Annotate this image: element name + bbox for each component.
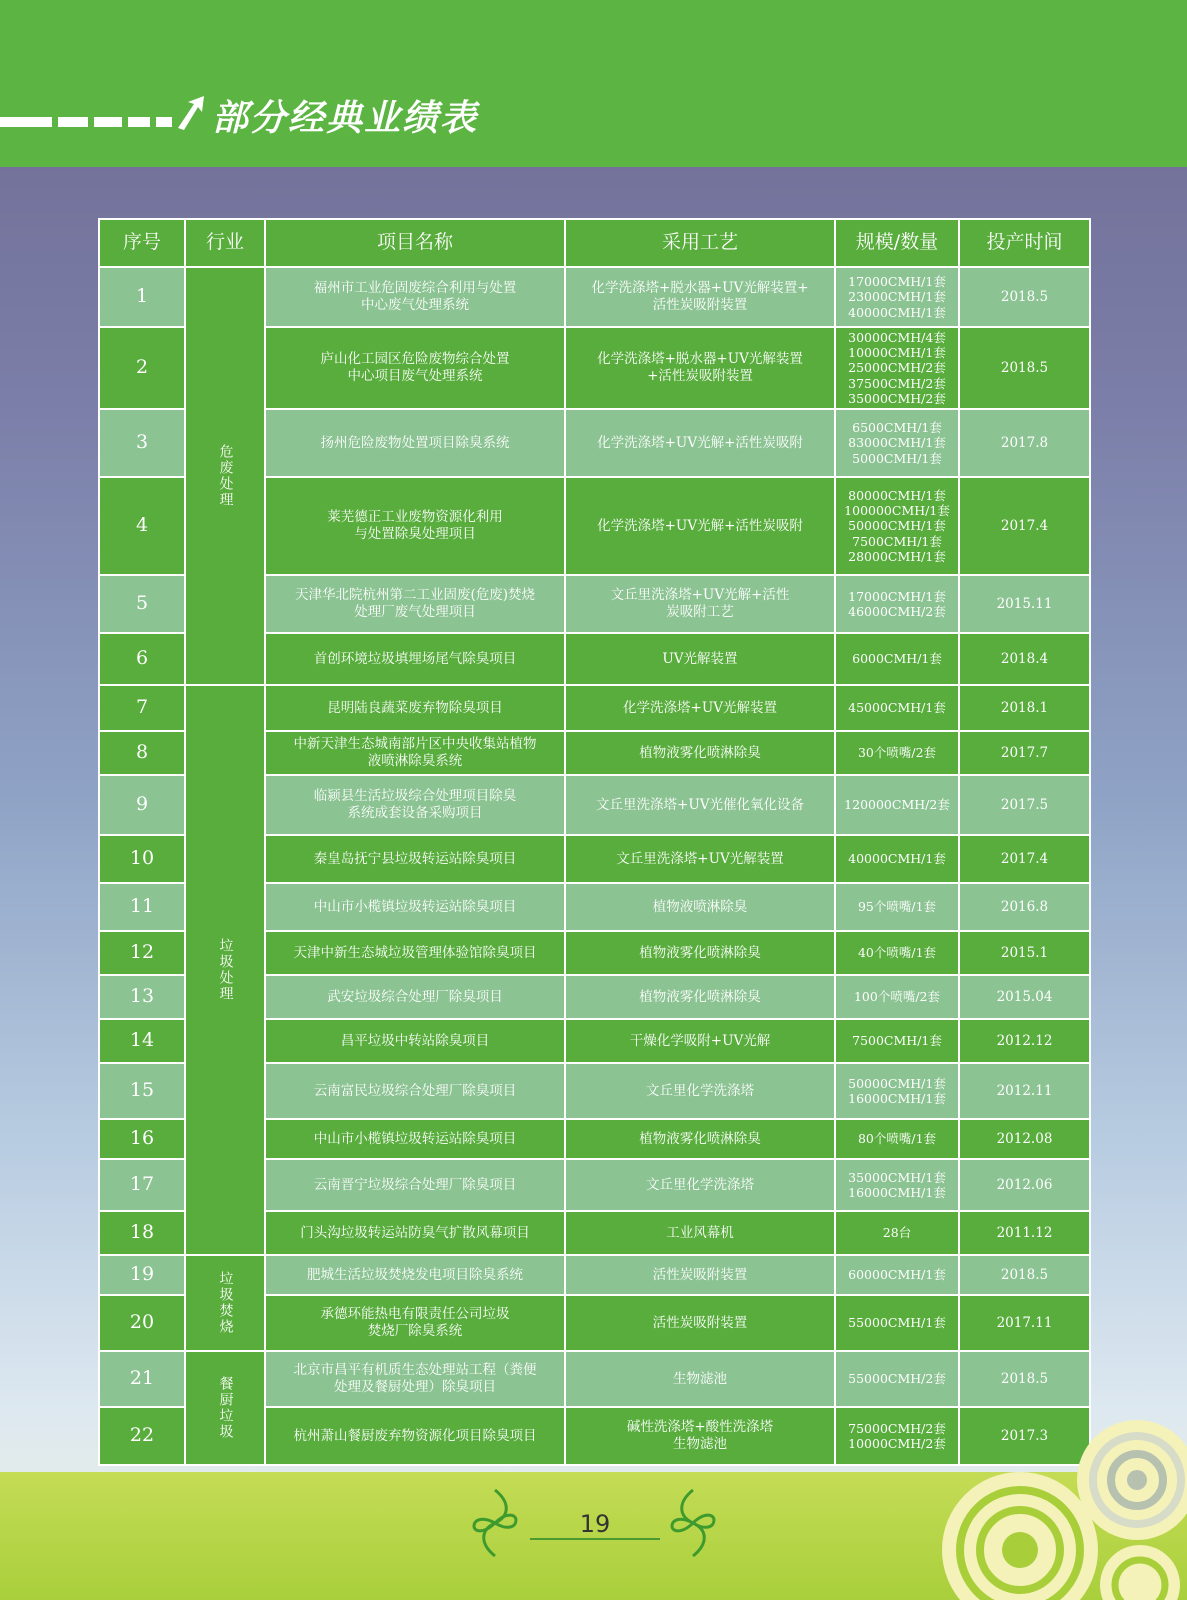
project-name: 门头沟垃圾转运站防臭气扩散风幕项目	[265, 1211, 565, 1255]
start-date: 2015.11	[959, 575, 1090, 633]
ornament-left-icon	[470, 1488, 520, 1558]
project-name: 承德环能热电有限责任公司垃圾 焚烧厂除臭系统	[265, 1295, 565, 1351]
page-title: 部分经典业绩表	[212, 98, 479, 139]
scale-quantity: 100个喷嘴/2套	[835, 975, 959, 1019]
start-date: 2017.3	[959, 1407, 1090, 1465]
row-number: 2	[99, 327, 185, 409]
column-header: 行业	[185, 219, 265, 267]
start-date: 2015.1	[959, 931, 1090, 975]
project-name: 临颍县生活垃圾综合处理项目除臭 系统成套设备采购项目	[265, 775, 565, 835]
scale-quantity: 35000CMH/1套 16000CMH/1套	[835, 1159, 959, 1211]
process-tech: 植物液雾化喷淋除臭	[565, 931, 835, 975]
row-number: 18	[99, 1211, 185, 1255]
scale-quantity: 30000CMH/4套 10000CMH/1套 25000CMH/2套 37500CMH/2套 35000CMH/2套	[835, 327, 959, 409]
process-tech: 植物液雾化喷淋除臭	[565, 975, 835, 1019]
process-tech: 植物液雾化喷淋除臭	[565, 1119, 835, 1159]
process-tech: 文丘里洗涤塔+UV光催化氧化设备	[565, 775, 835, 835]
process-tech: 化学洗涤塔+UV光解+活性炭吸附	[565, 477, 835, 575]
performance-table	[98, 218, 1091, 1466]
process-tech: 生物滤池	[565, 1351, 835, 1407]
start-date: 2016.8	[959, 883, 1090, 931]
project-name: 扬州危险废物处置项目除臭系统	[265, 409, 565, 477]
row-number: 5	[99, 575, 185, 633]
row-number: 20	[99, 1295, 185, 1351]
start-date: 2017.11	[959, 1295, 1090, 1351]
column-header: 规模/数量	[835, 219, 959, 267]
scale-quantity: 17000CMH/1套 23000CMH/1套 40000CMH/1套	[835, 267, 959, 327]
start-date: 2011.12	[959, 1211, 1090, 1255]
circle-decoration-icon	[940, 1410, 1187, 1600]
start-date: 2018.5	[959, 1351, 1090, 1407]
row-number: 17	[99, 1159, 185, 1211]
table-row	[99, 1351, 1090, 1407]
industry-cell: 餐厨垃圾	[185, 1351, 265, 1465]
process-tech: 活性炭吸附装置	[565, 1295, 835, 1351]
row-number: 8	[99, 731, 185, 775]
row-number: 16	[99, 1119, 185, 1159]
start-date: 2017.4	[959, 477, 1090, 575]
start-date: 2018.4	[959, 633, 1090, 685]
project-name: 庐山化工园区危险废物综合处置 中心项目废气处理系统	[265, 327, 565, 409]
scale-quantity: 120000CMH/2套	[835, 775, 959, 835]
row-number: 22	[99, 1407, 185, 1465]
scale-quantity: 80000CMH/1套 100000CMH/1套 50000CMH/1套 7500CMH/1套 28000CMH/1套	[835, 477, 959, 575]
column-header: 采用工艺	[565, 219, 835, 267]
table-row	[99, 1255, 1090, 1295]
scale-quantity: 75000CMH/2套 10000CMH/2套	[835, 1407, 959, 1465]
process-tech: 化学洗涤塔+脱水器+UV光解装置+ 活性炭吸附装置	[565, 267, 835, 327]
process-tech: 化学洗涤塔+UV光解装置	[565, 685, 835, 731]
scale-quantity: 7500CMH/1套	[835, 1019, 959, 1063]
table-row	[99, 685, 1090, 731]
column-header: 项目名称	[265, 219, 565, 267]
project-name: 福州市工业危固废综合利用与处置 中心废气处理系统	[265, 267, 565, 327]
project-name: 中山市小榄镇垃圾转运站除臭项目	[265, 1119, 565, 1159]
start-date: 2018.5	[959, 327, 1090, 409]
ornament-right-icon	[668, 1488, 718, 1558]
process-tech: 文丘里化学洗涤塔	[565, 1159, 835, 1211]
project-name: 云南富民垃圾综合处理厂除臭项目	[265, 1063, 565, 1119]
process-tech: 文丘里化学洗涤塔	[565, 1063, 835, 1119]
scale-quantity: 40000CMH/1套	[835, 835, 959, 883]
project-name: 昌平垃圾中转站除臭项目	[265, 1019, 565, 1063]
project-name: 云南晋宁垃圾综合处理厂除臭项目	[265, 1159, 565, 1211]
industry-cell: 垃圾处理	[185, 685, 265, 1255]
scale-quantity: 6500CMH/1套 83000CMH/1套 5000CMH/1套	[835, 409, 959, 477]
scale-quantity: 17000CMH/1套 46000CMH/2套	[835, 575, 959, 633]
start-date: 2017.4	[959, 835, 1090, 883]
scale-quantity: 40个喷嘴/1套	[835, 931, 959, 975]
project-name: 肥城生活垃圾焚烧发电项目除臭系统	[265, 1255, 565, 1295]
industry-cell: 危废处理	[185, 267, 265, 685]
scale-quantity: 28台	[835, 1211, 959, 1255]
process-tech: 工业风幕机	[565, 1211, 835, 1255]
scale-quantity: 95个喷嘴/1套	[835, 883, 959, 931]
project-name: 首创环境垃圾填埋场尾气除臭项目	[265, 633, 565, 685]
start-date: 2018.5	[959, 1255, 1090, 1295]
scale-quantity: 6000CMH/1套	[835, 633, 959, 685]
page-number: 19	[520, 1510, 670, 1544]
scale-quantity: 55000CMH/1套	[835, 1295, 959, 1351]
table-row	[99, 267, 1090, 327]
row-number: 9	[99, 775, 185, 835]
process-tech: 化学洗涤塔+UV光解+活性炭吸附	[565, 409, 835, 477]
industry-cell: 垃圾焚烧	[185, 1255, 265, 1351]
row-number: 1	[99, 267, 185, 327]
row-number: 14	[99, 1019, 185, 1063]
arrow-up-right-icon	[176, 94, 206, 130]
row-number: 15	[99, 1063, 185, 1119]
project-name: 秦皇岛抚宁县垃圾转运站除臭项目	[265, 835, 565, 883]
row-number: 7	[99, 685, 185, 731]
row-number: 3	[99, 409, 185, 477]
project-name: 杭州萧山餐厨废弃物资源化项目除臭项目	[265, 1407, 565, 1465]
project-name: 天津中新生态城垃圾管理体验馆除臭项目	[265, 931, 565, 975]
start-date: 2018.5	[959, 267, 1090, 327]
start-date: 2017.5	[959, 775, 1090, 835]
start-date: 2012.12	[959, 1019, 1090, 1063]
process-tech: 干燥化学吸附+UV光解	[565, 1019, 835, 1063]
scale-quantity: 55000CMH/2套	[835, 1351, 959, 1407]
page-header	[0, 0, 1187, 167]
row-number: 13	[99, 975, 185, 1019]
start-date: 2012.06	[959, 1159, 1090, 1211]
project-name: 昆明陆良蔬菜废弃物除臭项目	[265, 685, 565, 731]
project-name: 莱芜德正工业废物资源化利用 与处置除臭处理项目	[265, 477, 565, 575]
row-number: 19	[99, 1255, 185, 1295]
start-date: 2012.11	[959, 1063, 1090, 1119]
scale-quantity: 60000CMH/1套	[835, 1255, 959, 1295]
process-tech: 碱性洗涤塔+酸性洗涤塔 生物滤池	[565, 1407, 835, 1465]
column-header: 序号	[99, 219, 185, 267]
start-date: 2017.8	[959, 409, 1090, 477]
scale-quantity: 45000CMH/1套	[835, 685, 959, 731]
process-tech: 文丘里洗涤塔+UV光解+活性 炭吸附工艺	[565, 575, 835, 633]
process-tech: UV光解装置	[565, 633, 835, 685]
process-tech: 文丘里洗涤塔+UV光解装置	[565, 835, 835, 883]
row-number: 6	[99, 633, 185, 685]
project-name: 北京市昌平有机质生态处理站工程（粪便 处理及餐厨处理）除臭项目	[265, 1351, 565, 1407]
row-number: 12	[99, 931, 185, 975]
project-name: 中新天津生态城南部片区中央收集站植物 液喷淋除臭系统	[265, 731, 565, 775]
row-number: 10	[99, 835, 185, 883]
scale-quantity: 50000CMH/1套 16000CMH/1套	[835, 1063, 959, 1119]
project-name: 天津华北院杭州第二工业固废(危废)焚烧 处理厂废气处理项目	[265, 575, 565, 633]
row-number: 21	[99, 1351, 185, 1407]
project-name: 武安垃圾综合处理厂除臭项目	[265, 975, 565, 1019]
process-tech: 植物液雾化喷淋除臭	[565, 731, 835, 775]
scale-quantity: 80个喷嘴/1套	[835, 1119, 959, 1159]
table-header-row	[99, 219, 1090, 267]
row-number: 11	[99, 883, 185, 931]
process-tech: 化学洗涤塔+脱水器+UV光解装置 +活性炭吸附装置	[565, 327, 835, 409]
process-tech: 活性炭吸附装置	[565, 1255, 835, 1295]
start-date: 2015.04	[959, 975, 1090, 1019]
process-tech: 植物液喷淋除臭	[565, 883, 835, 931]
project-name: 中山市小榄镇垃圾转运站除臭项目	[265, 883, 565, 931]
column-header: 投产时间	[959, 219, 1090, 267]
start-date: 2012.08	[959, 1119, 1090, 1159]
start-date: 2018.1	[959, 685, 1090, 731]
start-date: 2017.7	[959, 731, 1090, 775]
scale-quantity: 30个喷嘴/2套	[835, 731, 959, 775]
row-number: 4	[99, 477, 185, 575]
